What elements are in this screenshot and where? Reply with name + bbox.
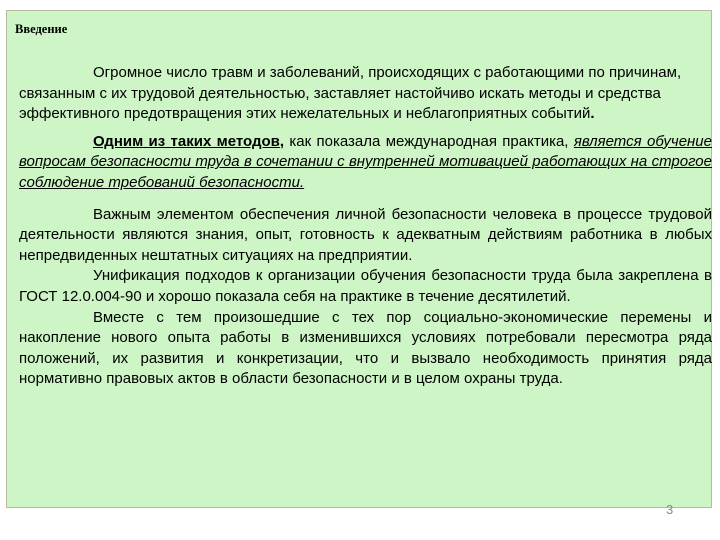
paragraph-2-comma: ,: [279, 132, 285, 150]
paragraph-2-italic: является обучение вопросам безопасности труда в сочетании с внутренней мотивацией работающих на строгое соблюдение требований безопасности.: [19, 132, 712, 191]
paragraph-5: Вместе с тем произошедшие с тех пор социально-экономические перемены и накопление нового опыта работы в изменившихся условиях потребовали пересмотра ряда положений, их развития и конкретизации, что и вызвало необходимость принятия ряда нормативно правовых актов в области безопасности и в целом охраны труда.: [19, 308, 712, 388]
paragraph-1-text: Огромное число травм и заболеваний, происходящих с работающими по причинам, связанным с их трудовой деятельностью, заставляет настойчиво искать методы и средства эффективного предотвращения этих нежелательных и неблагоприятных событий: [19, 64, 682, 123]
paragraph-2-lead: Одним из таких методов: [93, 132, 280, 150]
paragraph-1: [19, 63, 712, 125]
paragraph-2-middle: как показала международная практика,: [284, 132, 574, 150]
body-text: [19, 63, 712, 390]
paragraph-1-period: .: [590, 105, 595, 123]
slide-heading: Введение: [15, 22, 68, 36]
paragraph-2: [19, 132, 712, 194]
page-number: 3: [666, 502, 674, 517]
content-panel: [6, 10, 712, 508]
paragraph-4: Унификация подходов к организации обучения безопасности труда была закреплена в ГОСТ 12.0.004-90 и хорошо показала себя на практике в течение десятилетий.: [19, 267, 712, 305]
paragraph-3: Важным элементом обеспечения личной безопасности человека в процессе трудовой деятельности являются знания, опыт, готовность к адекватным действиям работника в любых непредвиденных нештатных ситуациях на предприятии.: [19, 205, 712, 264]
